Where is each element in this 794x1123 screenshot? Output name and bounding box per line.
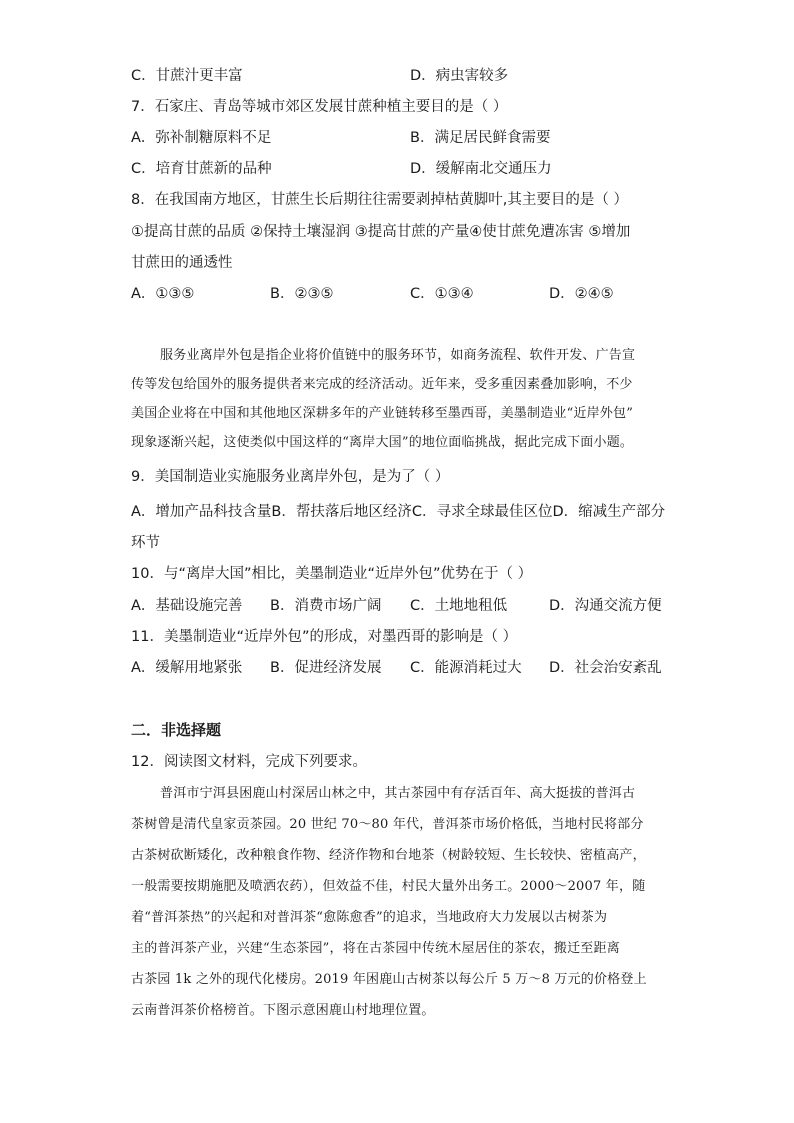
q12-passage-line7: 古茶园 1k 之外的现代化楼房。2019 年困鹿山古树茶以每公斤 5 万～8 万元的价格登上 [131, 972, 647, 987]
passage1-line3: 美国企业将在中国和其他地区深耕多年的产业链转移至墨西哥，美墨制造业“近岸外包” [131, 406, 634, 421]
q8-items-line2: 甘蔗田的通透性 [131, 255, 233, 271]
q6-option-c: C．甘蔗汁更丰富 [131, 68, 243, 84]
section-heading: 二．非选择题 [131, 721, 222, 739]
q12-stem: 12．阅读图文材料，完成下列要求。 [131, 754, 367, 770]
q10-option-b: B．消费市场广阔 [270, 598, 382, 614]
passage1-line1: 服务业离岸外包是指企业将价值链中的服务环节，如商务流程、软件开发、广告宣 [160, 348, 636, 363]
q7-option-c: C．培育甘蔗新的品种 [131, 161, 272, 177]
q8-stem: 8．在我国南方地区，甘蔗生长后期往往需要剥掉枯黄脚叶,其主要目的是（ ） [131, 192, 628, 208]
q6-option-d: D．病虫害较多 [410, 68, 509, 84]
q8-items-line1: ①提高甘蔗的品质 ②保持土壤湿润 ③提高甘蔗的产量④使甘蔗免遭冻害 ⑤增加 [131, 224, 631, 240]
q11-option-d: D．社会治安紊乱 [549, 660, 662, 676]
q10-option-d: D．沟通交流方便 [549, 598, 662, 614]
q8-option-c: C．①③④ [410, 286, 474, 302]
q11-option-a: A．缓解用地紧张 [131, 660, 243, 676]
q11-option-b: B．促进经济发展 [270, 660, 382, 676]
q11-stem: 11．美墨制造业“近岸外包”的形成，对墨西哥的影响是（ ） [131, 629, 518, 645]
q8-option-d: D．②④⑤ [549, 286, 614, 302]
q7-option-b: B．满足居民鲜食需要 [410, 130, 551, 146]
q12-passage-line2: 茶树曾是清代皇家贡茶园。20 世纪 70～80 年代，普洱茶市场价格低，当地村民将部分 [131, 817, 644, 832]
q9-options-wrap: 环节 [131, 535, 160, 551]
q8-option-a: A．①③⑤ [131, 286, 195, 302]
q7-stem: 7．石家庄、青岛等城市郊区发展甘蔗种植主要目的是（ ） [131, 99, 508, 115]
q10-option-c: C．土地地租低 [410, 598, 508, 614]
q12-passage-line6: 主的普洱茶产业，兴建“生态茶园”，将在古茶园中传统木屋居住的茶农，搬迁至距离 [131, 941, 620, 956]
q8-option-b: B．②③⑤ [270, 286, 334, 302]
q7-option-a: A．弥补制糖原料不足 [131, 130, 272, 146]
q10-stem: 10．与“离岸大国”相比，美墨制造业“近岸外包”优势在于（ ） [131, 566, 533, 582]
q12-passage-line3: 古茶树砍断矮化，改种粮食作物、经济作物和台地茶（树龄较短、生长较快、密植高产， [131, 848, 646, 863]
q10-option-a: A．基础设施完善 [131, 598, 243, 614]
passage1-line4: 现象逐渐兴起，这使类似中国这样的“离岸大国”的地位面临挑战，据此完成下面小题。 [131, 435, 634, 450]
q12-passage-line5: 着“普洱茶热”的兴起和对普洱茶“愈陈愈香”的追求，当地政府大力发展以古树茶为 [131, 910, 608, 925]
q12-passage-line4: 一般需要按期施肥及喷洒农药），但效益不佳，村民大量外出务工。2000～2007 年，随 [131, 879, 646, 894]
q11-option-c: C．能源消耗过大 [410, 660, 522, 676]
passage1-line2: 传等发包给国外的服务提供者来完成的经济活动。近年来，受多重因素叠加影响，不少 [131, 377, 633, 392]
q9-options: A．增加产品科技含量B．帮扶落后地区经济C．寻求全球最佳区位D．缩减生产部分 [131, 504, 666, 520]
q9-stem: 9．美国制造业实施服务业离岸外包，是为了（ ） [131, 469, 450, 485]
q12-passage-line1: 普洱市宁洱县困鹿山村深居山林之中，其古茶园中有存活百年、高大挺拔的普洱古 [160, 786, 636, 801]
q7-option-d: D．缓解南北交通压力 [410, 161, 552, 177]
q12-passage-line8: 云南普洱茶价格榜首。下图示意困鹿山村地理位置。 [131, 1003, 435, 1018]
